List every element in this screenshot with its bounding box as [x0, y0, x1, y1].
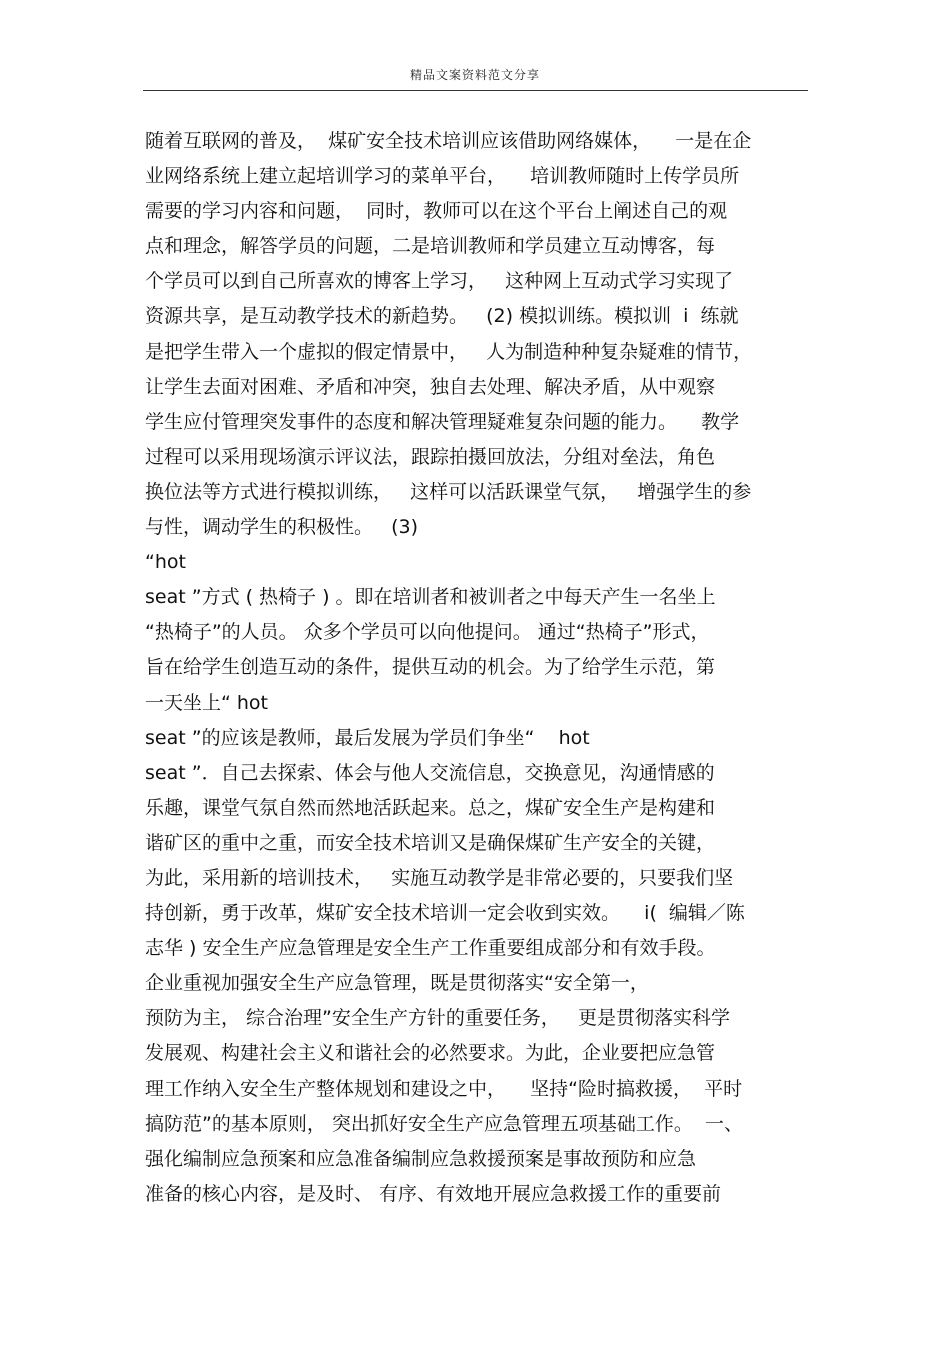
- text-line: 一天坐上“ hot: [145, 691, 268, 714]
- body-text: [145, 124, 815, 1212]
- text-line: 需要的学习内容和问题， 同时，教师可以在这个平台上阐述自己的观: [145, 200, 728, 223]
- text-line: seat ”的应该是教师，最后发展为学员们争坐“ hot: [145, 726, 590, 749]
- text-line: 预防为主， 综合治理”安全生产方针的重要任务， 更是贯彻落实科学: [145, 1007, 731, 1030]
- text-line: seat ”方式 ( 热椅子 ) 。即在培训者和被训者之中每天产生一名坐上: [145, 586, 716, 609]
- text-line: 搞防范”的基本原则， 突出抓好安全生产应急管理五项基础工作。 一、: [145, 1112, 743, 1135]
- text-line: 志华 ) 安全生产应急管理是安全生产工作重要组成部分和有效手段。: [145, 937, 716, 960]
- text-line: 点和理念，解答学员的问题，二是培训教师和学员建立互动博客，每: [145, 235, 716, 258]
- text-line: 过程可以采用现场演示评议法，跟踪拍摄回放法，分组对垒法，角色: [145, 445, 716, 468]
- text-line: 让学生去面对困难、矛盾和冲突，独自去处理、解决矛盾，从中观察: [145, 375, 716, 398]
- text-line: “hot: [145, 551, 186, 574]
- text-line: 谐矿区的重中之重，而安全技术培训又是确保煤矿生产安全的关键，: [145, 831, 716, 854]
- text-line: 为此，采用新的培训技术， 实施互动教学是非常必要的，只要我们坚: [145, 866, 734, 889]
- text-line: 乐趣，课堂气氛自然而然地活跃起来。总之，煤矿安全生产是构建和: [145, 796, 716, 819]
- text-line: 理工作纳入安全生产整体规划和建设之中， 坚持“险时搞救援， 平时: [145, 1077, 743, 1100]
- text-line: 持创新，勇于改革，煤矿安全技术培训一定会收到实效。 i( 编辑／陈: [145, 902, 745, 925]
- text-line: 学生应付管理突发事件的态度和解决管理疑难复杂问题的能力。 教学: [145, 410, 740, 433]
- text-line: 旨在给学生创造互动的条件，提供互动的机会。为了给学生示范，第: [145, 656, 716, 679]
- text-line: “热椅子”的人员。 众多个学员可以向他提问。 通过“热椅子”形式，: [145, 621, 710, 644]
- text-line: 是把学生带入一个虚拟的假定情景中， 人为制造种种复杂疑难的情节，: [145, 340, 753, 363]
- text-line: 业网络系统上建立起培训学习的菜单平台， 培训教师随时上传学员所: [145, 165, 740, 188]
- text-line: 发展观、构建社会主义和谐社会的必然要求。为此，企业要把应急管: [145, 1042, 716, 1065]
- text-line: seat ”．自己去探索、体会与他人交流信息，交换意见，沟通情感的: [145, 761, 715, 784]
- text-line: 随着互联网的普及， 煤矿安全技术培训应该借助网络媒体， 一是在企: [145, 130, 752, 152]
- header-divider: [143, 90, 808, 91]
- text-line: 换位法等方式进行模拟训练， 这样可以活跃课堂气氛， 增强学生的参: [145, 480, 752, 503]
- text-line: 资源共享，是互动教学技术的新趋势。 (2) 模拟训练。模拟训 i 练就: [145, 305, 739, 328]
- text-line: 个学员可以到自己所喜欢的博客上学习， 这种网上互动式学习实现了: [145, 270, 734, 293]
- text-line: 与性，调动学生的积极性。 (3): [145, 516, 419, 539]
- text-line: 企业重视加强安全生产应急管理，既是贯彻落实“安全第一，: [145, 972, 649, 995]
- text-line: 强化编制应急预案和应急准备编制应急救援预案是事故预防和应急: [145, 1147, 697, 1170]
- page-header: 精品文案资料范文分享: [409, 68, 540, 82]
- text-line: 准备的核心内容，是及时、 有序、有效地开展应急救援工作的重要前: [145, 1182, 722, 1205]
